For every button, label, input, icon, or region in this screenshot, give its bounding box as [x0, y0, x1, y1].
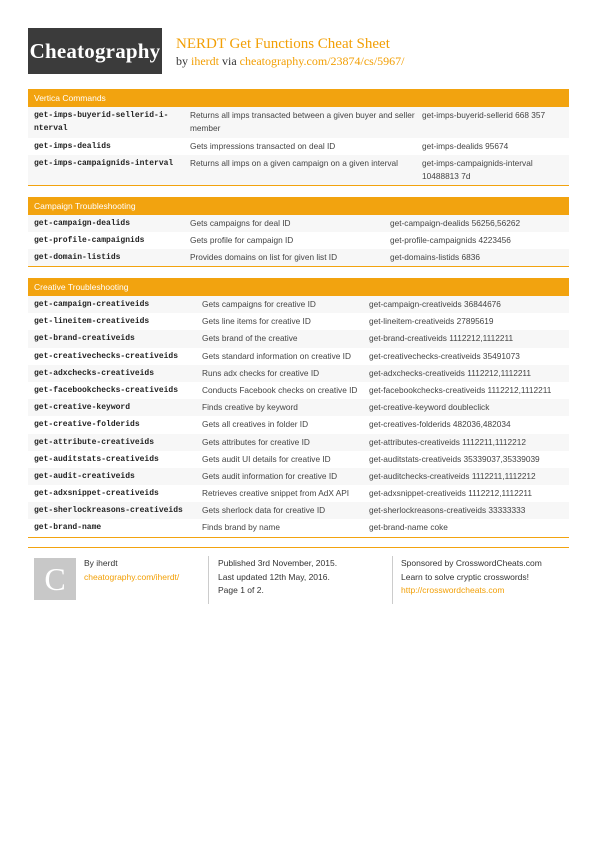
command-name: get-attribute-creativeids — [34, 437, 155, 447]
table-row — [28, 365, 569, 382]
command-example: get-lineitem-creativeids 27895619 — [369, 316, 494, 327]
table-row — [28, 502, 569, 519]
command-example: get-brand-creativeids 1112212,1112211 — [369, 333, 514, 344]
command-name: get-profile-campaignids — [34, 236, 145, 245]
table-row — [28, 155, 569, 186]
table-row — [28, 313, 569, 330]
table-row — [28, 485, 569, 502]
command-name: get-lineitem-creativeids — [34, 317, 150, 327]
table-row — [28, 468, 569, 485]
command-description: Gets profile for campaign ID — [190, 235, 294, 245]
command-name: get-creativechecks-creativeids — [34, 351, 179, 361]
command-name: get-campaign-dealids — [34, 219, 131, 228]
command-example: get-auditstats-creativeids 35339037,35339039 — [369, 453, 540, 464]
footer-sponsor — [401, 557, 542, 598]
command-example: get-sherlockreasons-creativeids 33333333 — [369, 505, 526, 516]
command-description: Gets impressions transacted on deal ID — [190, 140, 336, 151]
sheet-url-link[interactable]: cheatography.com/23874/cs/5967/ — [239, 54, 405, 68]
table-row — [28, 451, 569, 468]
footer-dates — [218, 557, 337, 598]
command-example: get-domains-listids 6836 — [390, 252, 480, 262]
command-example: get-auditchecks-creativeids 1112211,1112212 — [369, 470, 536, 481]
section-heading: Vertica Commands — [28, 89, 569, 107]
command-example: get-imps-campaignids-interval 10488813 7d — [422, 157, 533, 182]
command-name: get-adxchecks-creativeids — [34, 368, 155, 378]
command-name: get-audit-creativeids — [34, 471, 135, 481]
command-description: Gets campaigns for deal ID — [190, 218, 291, 228]
command-description: Returns all imps transacted between a given buyer and seller member — [190, 110, 415, 134]
updated-date: Last updated 12th May, 2016. — [218, 571, 330, 582]
table-row — [28, 519, 569, 536]
footer-author-link[interactable]: cheatography.com/iherdt/ — [84, 571, 180, 582]
cheatography-logo[interactable]: Cheatography — [28, 28, 162, 74]
command-example: get-facebookchecks-creativeids 1112212,1112211 — [369, 384, 552, 395]
section-heading: Campaign Troubleshooting — [28, 197, 569, 215]
command-description: Runs adx checks for creative ID — [202, 367, 320, 378]
footer-by-label: By — [84, 558, 94, 568]
command-example: get-adxchecks-creativeids 1112212,1112211 — [369, 367, 532, 378]
command-name: get-auditstats-creativeids — [34, 454, 159, 464]
command-description: Gets brand of the creative — [202, 333, 298, 344]
command-description: Finds creative by keyword — [202, 402, 298, 413]
table-row — [28, 215, 569, 232]
command-name: get-adxsnippet-creativeids — [34, 489, 159, 499]
footer-author — [84, 557, 179, 584]
author-link[interactable]: iherdt — [191, 54, 219, 68]
byline — [176, 53, 405, 69]
section-vertica-commands — [28, 89, 569, 186]
page-footer — [28, 547, 569, 597]
command-name: get-imps-dealids — [34, 141, 111, 151]
command-description: Provides domains on list for given list ID — [190, 252, 338, 262]
sponsor-tagline: Learn to solve cryptic crosswords! — [401, 571, 530, 582]
command-example: get-imps-dealids 95674 — [422, 140, 509, 151]
command-description: Gets standard information on creative ID — [202, 350, 351, 361]
table-row — [28, 138, 569, 155]
by-label: by — [176, 54, 188, 68]
command-name: get-brand-name — [34, 523, 102, 533]
table-row — [28, 107, 569, 138]
command-name: get-facebookchecks-creativeids — [34, 385, 179, 395]
author-avatar: C — [34, 558, 76, 600]
command-name: get-domain-listids — [34, 253, 121, 262]
command-description: Finds brand by name — [202, 522, 280, 533]
command-description: Retrieves creative snippet from AdX API — [202, 488, 350, 499]
table-row — [28, 249, 569, 266]
via-label: via — [222, 54, 237, 68]
table-row — [28, 416, 569, 433]
table-row — [28, 382, 569, 399]
table-row — [28, 399, 569, 416]
command-description: Gets all creatives in folder ID — [202, 419, 309, 430]
command-example: get-creative-keyword doubleclick — [369, 402, 490, 413]
command-example: get-creativechecks-creativeids 35491073 — [369, 350, 520, 361]
footer-divider — [392, 556, 393, 604]
command-name: get-imps-campaignids-interval — [34, 158, 174, 168]
command-example: get-imps-buyerid-sellerid 668 357 — [422, 110, 546, 120]
command-example: get-attributes-creativeids 1112211,1112212 — [369, 436, 526, 447]
command-name: get-creative-keyword — [34, 403, 131, 413]
section-heading: Creative Troubleshooting — [28, 278, 569, 296]
footer-divider — [208, 556, 209, 604]
command-description: Conducts Facebook checks on creative ID — [202, 384, 358, 395]
command-example: get-adxsnippet-creativeids 1112212,1112211 — [369, 488, 532, 499]
command-example: get-campaign-dealids 56256,56262 — [390, 218, 521, 228]
section-campaign-troubleshooting — [28, 197, 569, 267]
table-row — [28, 330, 569, 347]
command-example: get-campaign-creativeids 36844676 — [369, 299, 501, 309]
command-name: get-sherlockreasons-creativeids — [34, 506, 183, 516]
title-block — [176, 36, 405, 69]
command-description: Gets campaigns for creative ID — [202, 299, 316, 309]
command-name: get-imps-buyerid-sellerid-i-nterval — [34, 111, 169, 134]
command-description: Gets sherlock data for creative ID — [202, 505, 326, 516]
command-name: get-brand-creativeids — [34, 334, 135, 344]
command-name: get-campaign-creativeids — [34, 300, 150, 309]
table-row — [28, 232, 569, 249]
command-description: Gets audit UI details for creative ID — [202, 453, 331, 464]
table-row — [28, 434, 569, 451]
sponsor-link[interactable]: http://crosswordcheats.com — [401, 585, 505, 595]
footer-author-name: iherdt — [96, 558, 118, 568]
table-row — [28, 348, 569, 365]
sponsor-name: CrosswordCheats.com — [455, 558, 542, 568]
command-description: Returns all imps on a given campaign on a given interval — [190, 157, 398, 168]
command-name: get-creative-folderids — [34, 420, 140, 430]
command-example: get-brand-name coke — [369, 522, 448, 533]
command-description: Gets line items for creative ID — [202, 316, 311, 327]
table-row — [28, 296, 569, 313]
command-example: get-creatives-folderids 482036,482034 — [369, 419, 511, 430]
published-date: Published 3rd November, 2015. — [218, 558, 338, 568]
command-description: Gets attributes for creative ID — [202, 436, 310, 447]
page-number: Page 1 of 2. — [218, 585, 264, 595]
command-description: Gets audit information for creative ID — [202, 470, 338, 481]
section-creative-troubleshooting — [28, 278, 569, 538]
sponsored-label: Sponsored by — [401, 558, 454, 568]
command-example: get-profile-campaignids 4223456 — [390, 235, 511, 245]
page-title: NERDT Get Functions Cheat Sheet — [176, 36, 390, 52]
